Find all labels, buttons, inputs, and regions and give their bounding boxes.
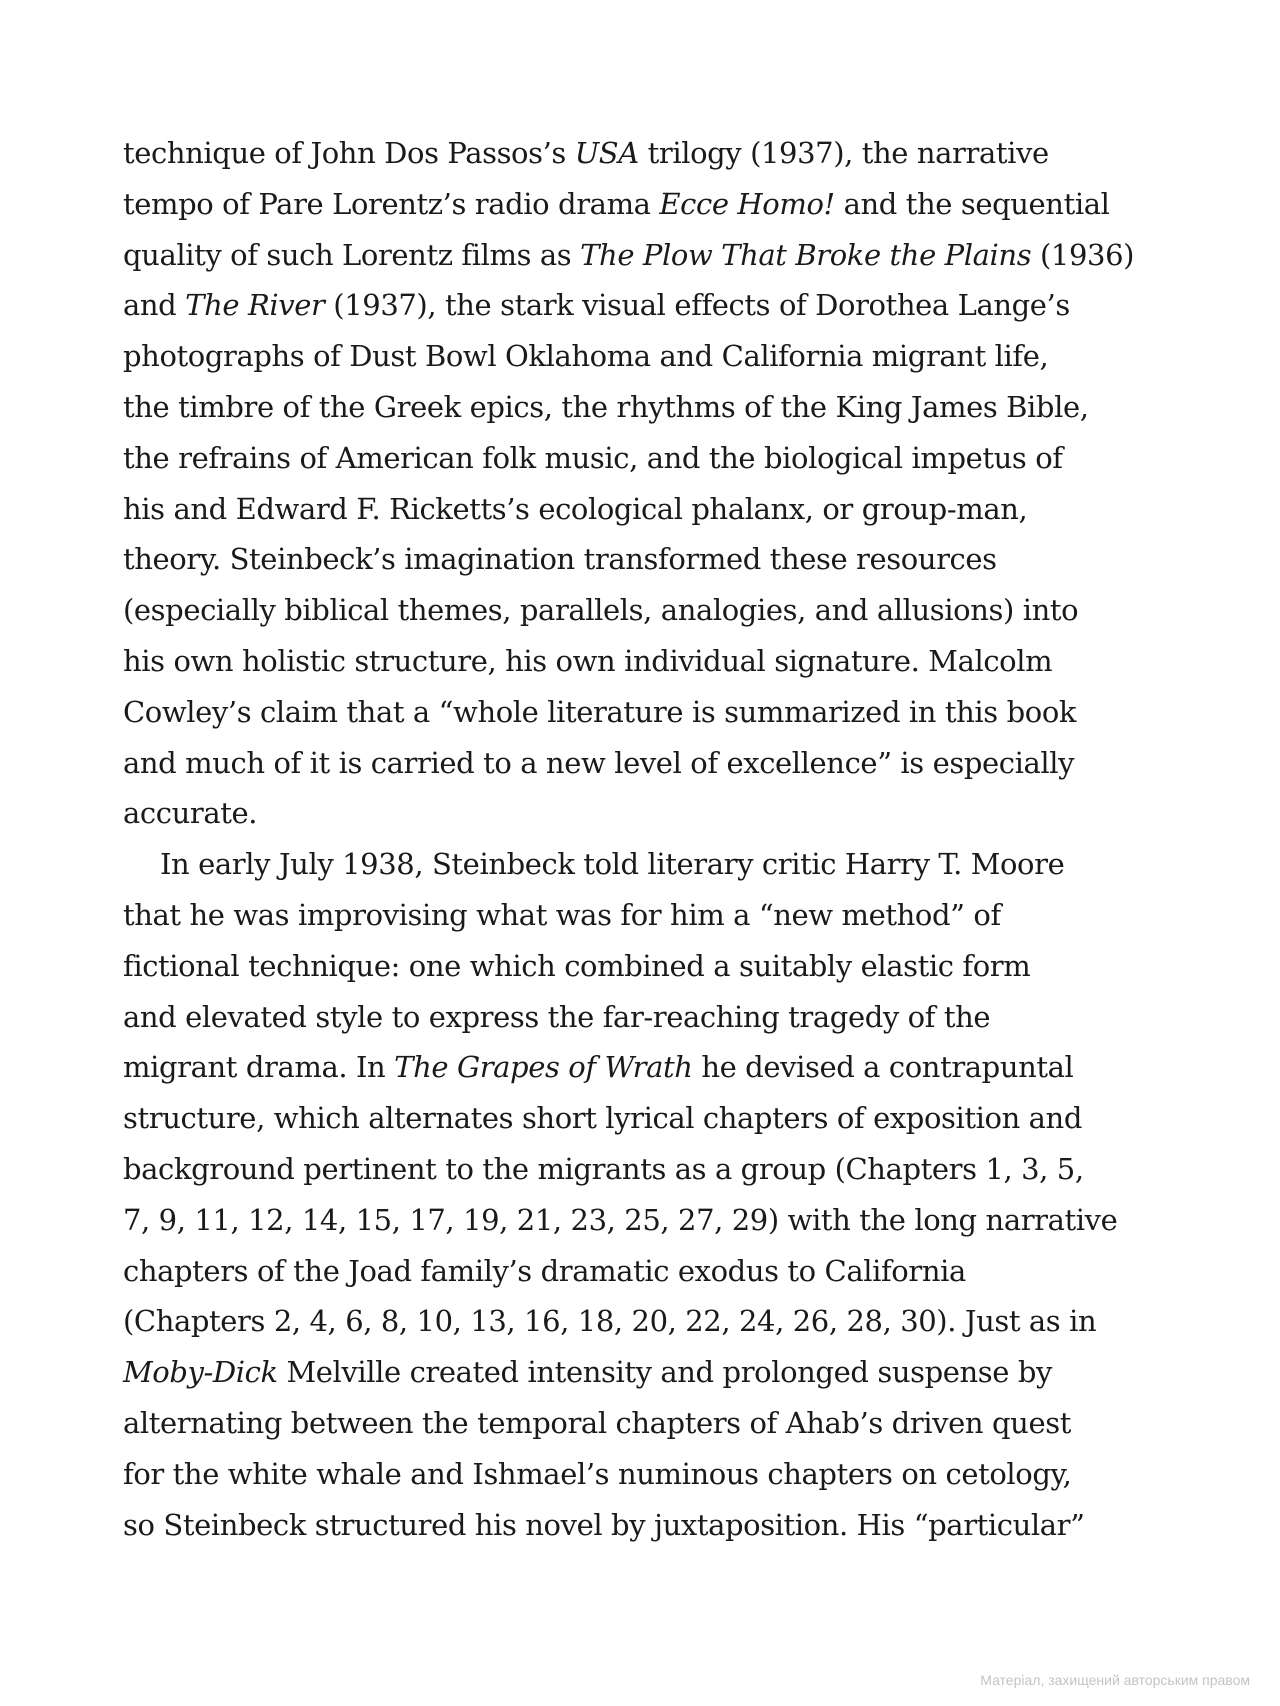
text-segment: (especially biblical themes, parallels, analogies, and allusions) into — [123, 593, 1079, 628]
text-segment: his and Edward F. Ricketts’s ecological phalanx, or group-man, — [123, 491, 1028, 526]
text-line — [123, 534, 1183, 585]
text-segment: chapters of the Joad family’s dramatic exodus to California — [123, 1253, 966, 1288]
text-segment: Melville created intensity and prolonged suspense by — [277, 1355, 1053, 1390]
text-segment: and much of it is carried to a new level of excellence” is especially — [123, 745, 1075, 780]
text-segment: 7, 9, 11, 12, 14, 15, 17, 19, 21, 23, 25, 27, 29) with the long narrative — [123, 1202, 1118, 1237]
text-segment: (1937), the stark visual effects of Dorothea Lange’s — [324, 288, 1070, 323]
text-segment: (Chapters 2, 4, 6, 8, 10, 13, 16, 18, 20, 22, 24, 26, 28, 30). Just as in — [123, 1304, 1097, 1339]
text-segment: trilogy (1937), the narrative — [638, 136, 1049, 170]
text-line — [123, 738, 1183, 789]
text-line — [123, 1246, 1183, 1297]
text-segment: theory. Steinbeck’s imagination transformed these resources — [123, 542, 997, 577]
text-line — [123, 230, 1183, 281]
text-line — [123, 1398, 1183, 1449]
text-line — [123, 484, 1183, 535]
text-line — [123, 1449, 1183, 1500]
text-segment: the timbre of the Greek epics, the rhythms of the King James Bible, — [123, 389, 1089, 424]
text-segment: for the white whale and Ishmael’s numinous chapters on cetology, — [123, 1456, 1072, 1491]
italic-title: The River — [185, 288, 325, 323]
text-segment: tempo of Pare Lorentz’s radio drama — [123, 186, 660, 221]
document-page — [123, 128, 1183, 1550]
text-line — [123, 331, 1183, 382]
italic-title: USA — [574, 136, 639, 170]
text-segment: Cowley’s claim that a “whole literature is summarized in this book — [123, 694, 1077, 729]
text-line — [123, 992, 1183, 1043]
text-segment: and — [123, 288, 186, 323]
italic-title: The Grapes of Wrath — [394, 1050, 693, 1085]
text-line — [123, 1042, 1183, 1093]
text-segment: In early July 1938, Steinbeck told literary critic Harry T. Moore — [160, 847, 1065, 882]
text-segment: that he was improvising what was for him a “new method” of — [123, 897, 1001, 932]
text-segment: alternating between the temporal chapters of Ahab’s driven quest — [123, 1405, 1071, 1440]
text-line — [123, 585, 1183, 636]
copyright-watermark: Матеріал, захищений авторським правом — [980, 1672, 1250, 1688]
text-line — [123, 1347, 1183, 1398]
text-line — [123, 382, 1183, 433]
text-line — [123, 179, 1183, 230]
text-line — [123, 1144, 1183, 1195]
text-line — [123, 1296, 1183, 1347]
text-segment: the refrains of American folk music, and the biological impetus of — [123, 440, 1063, 475]
text-line — [123, 128, 1183, 179]
text-line — [123, 433, 1183, 484]
text-segment: he devised a contrapuntal — [692, 1050, 1074, 1085]
text-segment: and the sequential — [834, 186, 1110, 221]
paragraph — [123, 839, 1183, 1550]
text-segment: background pertinent to the migrants as a group (Chapters 1, 3, 5, — [123, 1151, 1084, 1186]
text-line — [123, 839, 1183, 890]
paragraph — [123, 128, 1183, 839]
text-line — [123, 941, 1183, 992]
text-segment: fictional technique: one which combined a suitably elastic form — [123, 948, 1031, 983]
text-segment: migrant drama. In — [123, 1050, 395, 1085]
text-segment: accurate. — [123, 796, 258, 831]
text-line — [123, 636, 1183, 687]
text-segment: technique of John Dos Passos’s — [123, 136, 575, 170]
text-segment: structure, which alternates short lyrical chapters of exposition and — [123, 1101, 1082, 1136]
text-line — [123, 788, 1183, 839]
text-segment: his own holistic structure, his own individual signature. Malcolm — [123, 643, 1053, 678]
text-segment: quality of such Lorentz films as — [123, 237, 581, 272]
text-segment: and elevated style to express the far-reaching tragedy of the — [123, 999, 991, 1034]
text-line — [123, 687, 1183, 738]
text-line — [123, 1093, 1183, 1144]
italic-title: Moby-Dick — [123, 1355, 278, 1390]
text-line — [123, 890, 1183, 941]
text-line — [123, 1500, 1183, 1551]
italic-title: The Plow That Broke the Plains — [580, 237, 1032, 272]
text-segment: photographs of Dust Bowl Oklahoma and California migrant life, — [123, 339, 1049, 374]
text-line — [123, 1195, 1183, 1246]
text-segment: so Steinbeck structured his novel by juxtaposition. His “particular” — [123, 1507, 1085, 1542]
italic-title: Ecce Homo! — [659, 186, 835, 221]
text-line — [123, 280, 1183, 331]
text-segment: (1936) — [1031, 237, 1135, 272]
